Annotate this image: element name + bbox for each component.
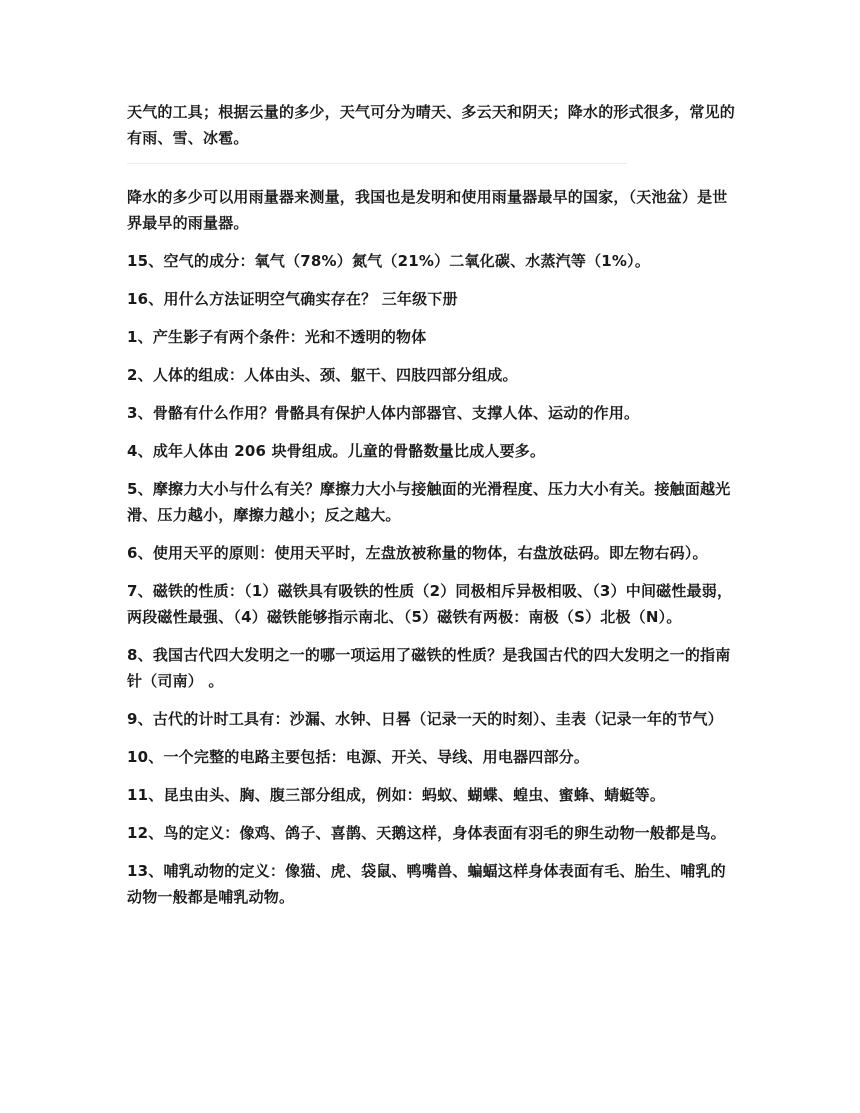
paragraph-air-exists: 16、用什么方法证明空气确实存在？ 三年级下册 [127, 290, 458, 308]
paragraph-bone-count: 4、成年人体由 206 块骨组成。儿童的骨骼数量比成人要多。 [127, 442, 546, 460]
paragraph-weather-tools: 天气的工具；根据云量的多少，天气可分为晴天、多云天和阴天；降水的形式很多，常见的有雨、雪、冰雹。 [127, 103, 736, 147]
paragraph-mammals: 13、哺乳动物的定义：像猫、虎、袋鼠、鸭嘴兽、蝙蝠这样身体表面有毛、胎生、哺乳的动物一般都是哺乳动物。 [127, 862, 726, 906]
document-body [127, 99, 737, 922]
paragraph-birds: 12、鸟的定义：像鸡、鸽子、喜鹊、天鹅这样，身体表面有羽毛的卵生动物一般都是鸟。 [127, 824, 726, 842]
paragraph-rain-gauge: 降水的多少可以用雨量器来测量，我国也是发明和使用雨量器最早的国家，（天池盆）是世界最早的雨量器。 [127, 188, 728, 232]
paragraph-balance: 6、使用天平的原则：使用天平时，左盘放被称量的物体，右盘放砝码。即左物右码）。 [127, 544, 708, 562]
paragraph-circuit: 10、一个完整的电路主要包括：电源、开关、导线、用电器四部分。 [127, 748, 590, 766]
paragraph-friction: 5、摩擦力大小与什么有关？摩擦力大小与接触面的光滑程度、压力大小有关。接触面越光滑、压力越小，摩擦力越小；反之越大。 [127, 480, 731, 524]
paragraph-human-body: 2、人体的组成：人体由头、颈、躯干、四肢四部分组成。 [127, 366, 518, 384]
paragraph-insects: 11、昆虫由头、胸、腹三部分组成，例如：蚂蚁、蝴蝶、蝗虫、蜜蜂、蜻蜓等。 [127, 786, 666, 804]
paragraph-air-composition: 15、空气的成分：氧气（78%）氮气（21%）二氧化碳、水蒸汽等（1%）。 [127, 252, 651, 270]
paragraph-timekeeping: 9、古代的计时工具有：沙漏、水钟、日晷（记录一天的时刻）、圭表（记录一年的节气） [127, 710, 723, 728]
paragraph-compass: 8、我国古代四大发明之一的哪一项运用了磁铁的性质？是我国古代的四大发明之一的指南针（司南） 。 [127, 646, 731, 690]
section-divider [127, 163, 627, 164]
paragraph-shadow: 1、产生影子有两个条件：光和不透明的物体 [127, 328, 427, 346]
paragraph-skeleton-function: 3、骨骼有什么作用？骨骼具有保护人体内部器官、支撑人体、运动的作用。 [127, 404, 640, 422]
paragraph-magnet-properties: 7、磁铁的性质：（1）磁铁具有吸铁的性质（2）同极相斥异极相吸、（3）中间磁性最弱，两段磁性最强、（4）磁铁能够指示南北、（5）磁铁有两极：南极（S）北极（N）。 [127, 582, 733, 626]
